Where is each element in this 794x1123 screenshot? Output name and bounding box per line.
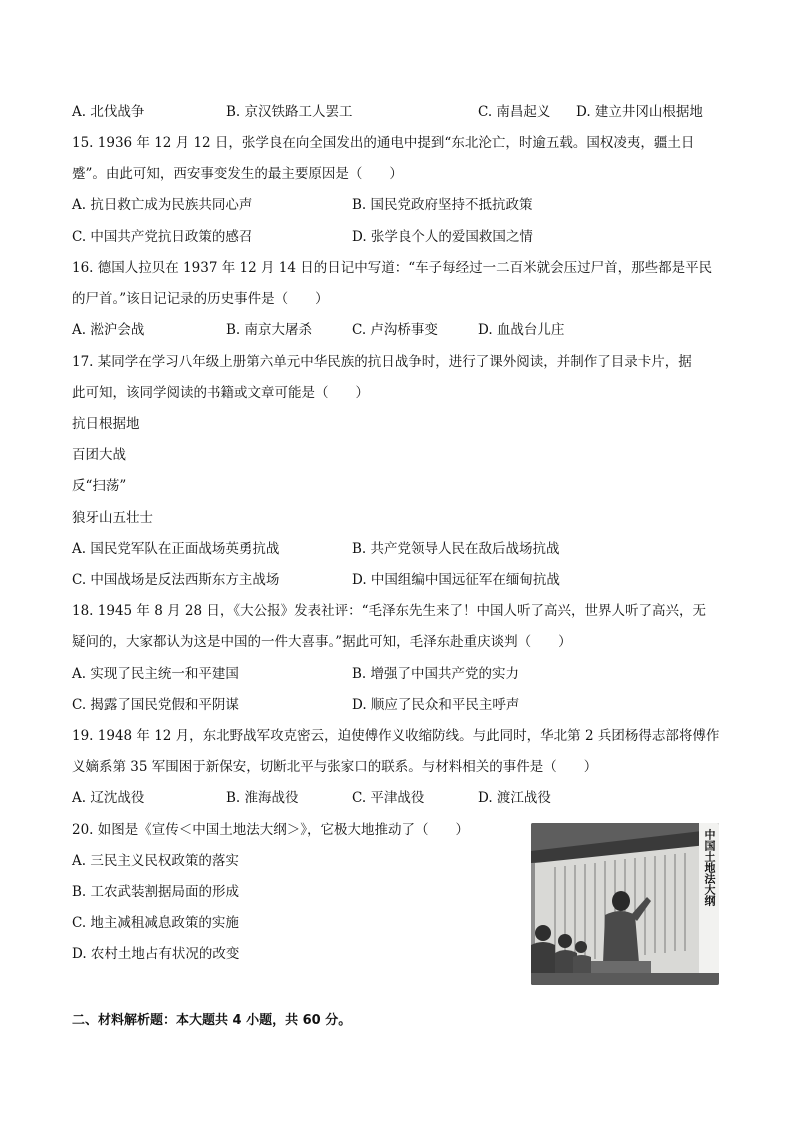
q18-stem-line2: 疑问的，大家都认为这是中国的一件大喜事。”据此可知，毛泽东赴重庆谈判（ ） xyxy=(72,634,572,650)
q16-option-d: D. 血战台儿庄 xyxy=(478,322,565,338)
q19-stem-line2: 义嫡系第 35 军围困于新保安，切断北平与张家口的联系。与材料相关的事件是（ ） xyxy=(72,759,598,775)
q17-card-item: 百团大战 xyxy=(72,447,126,463)
q17-card-item: 反“扫荡” xyxy=(72,478,127,494)
q18-option-c: C. 揭露了国民党假和平阴谋 xyxy=(72,697,239,713)
land-law-propaganda-photo xyxy=(531,823,719,985)
section-two-heading: 二、材料解析题：本大题共 4 小题，共 60 分。 xyxy=(72,1013,352,1028)
q18-option-a: A. 实现了民主统一和平建国 xyxy=(72,666,239,682)
q20-option-d: D. 农村土地占有状况的改变 xyxy=(72,946,240,962)
q17-option-a: A. 国民党军队在正面战场英勇抗战 xyxy=(72,541,280,557)
q18-option-b: B. 增强了中国共产党的实力 xyxy=(352,666,520,682)
q20-option-a: A. 三民主义民权政策的落实 xyxy=(72,853,239,869)
q17-option-c: C. 中国战场是反法西斯东方主战场 xyxy=(72,572,280,588)
q17-option-d: D. 中国组编中国远征军在缅甸抗战 xyxy=(352,572,560,588)
q15-option-c: C. 中国共产党抗日政策的感召 xyxy=(72,229,253,245)
q18-stem-line1: 18. 1945 年 8 月 28 日，《大公报》发表社评：“毛泽东先生来了！中国人听了高兴，世界人听了高兴，无 xyxy=(72,603,706,619)
q16-option-b: B. 南京大屠杀 xyxy=(226,322,313,338)
q16-stem-line1: 16. 德国人拉贝在 1937 年 12 月 14 日的日记中写道：“车子每经过一二百米就会压过尸首，那些都是平民 xyxy=(72,260,713,276)
photo-caption-text: 中国土地法大纲 xyxy=(703,829,716,906)
q19-stem-line1: 19. 1948 年 12 月，东北野战军攻克密云，迫使傅作义收缩防线。与此同时，华北第 2 兵团杨得志部将傅作 xyxy=(72,728,720,744)
q15-option-a: A. 抗日救亡成为民族共同心声 xyxy=(72,197,253,213)
q17-card-item: 抗日根据地 xyxy=(72,416,140,432)
q15-stem-line1: 15. 1936 年 12 月 12 日，张学良在向全国发出的通电中提到“东北沦亡，时逾五载。国权凌夷，疆土日 xyxy=(72,135,695,151)
q14-option-b: B. 京汉铁路工人罢工 xyxy=(226,104,353,120)
q17-stem-line2: 此可知，该同学阅读的书籍或文章可能是（ ） xyxy=(72,385,369,401)
q14-option-a: A. 北伐战争 xyxy=(72,104,145,120)
q14-option-c: C. 南昌起义 xyxy=(478,104,551,120)
q16-stem-line2: 的尸首。”该日记记录的历史事件是（ ） xyxy=(72,291,329,307)
q17-card-item: 狼牙山五壮士 xyxy=(72,510,153,526)
photo-vertical-caption xyxy=(702,829,716,906)
q15-stem-line2: 蹙”。由此可知，西安事变发生的最主要原因是（ ） xyxy=(72,166,403,182)
q20-option-c: C. 地主减租减息政策的实施 xyxy=(72,915,239,931)
photo-illustration xyxy=(531,823,719,985)
q15-option-d: D. 张学良个人的爱国救国之情 xyxy=(352,229,533,245)
q15-option-b: B. 国民党政府坚持不抵抗政策 xyxy=(352,197,533,213)
q20-option-b: B. 工农武装割据局面的形成 xyxy=(72,884,240,900)
q19-option-d: D. 渡江战役 xyxy=(478,790,551,806)
q20-stem: 20. 如图是《宣传＜中国土地法大纲＞》，它极大地推动了（ ） xyxy=(72,822,470,838)
q16-option-a: A. 淞沪会战 xyxy=(72,322,145,338)
q19-option-a: A. 辽沈战役 xyxy=(72,790,145,806)
q17-option-b: B. 共产党领导人民在敌后战场抗战 xyxy=(352,541,560,557)
q19-option-b: B. 淮海战役 xyxy=(226,790,299,806)
q16-option-c: C. 卢沟桥事变 xyxy=(352,322,438,338)
q18-option-d: D. 顺应了民众和平民主呼声 xyxy=(352,697,520,713)
q14-option-d: D. 建立井冈山根据地 xyxy=(576,104,703,120)
q17-stem-line1: 17. 某同学在学习八年级上册第六单元中华民族的抗日战争时，进行了课外阅读，并制作了目录卡片，据 xyxy=(72,354,692,370)
q19-option-c: C. 平津战役 xyxy=(352,790,425,806)
